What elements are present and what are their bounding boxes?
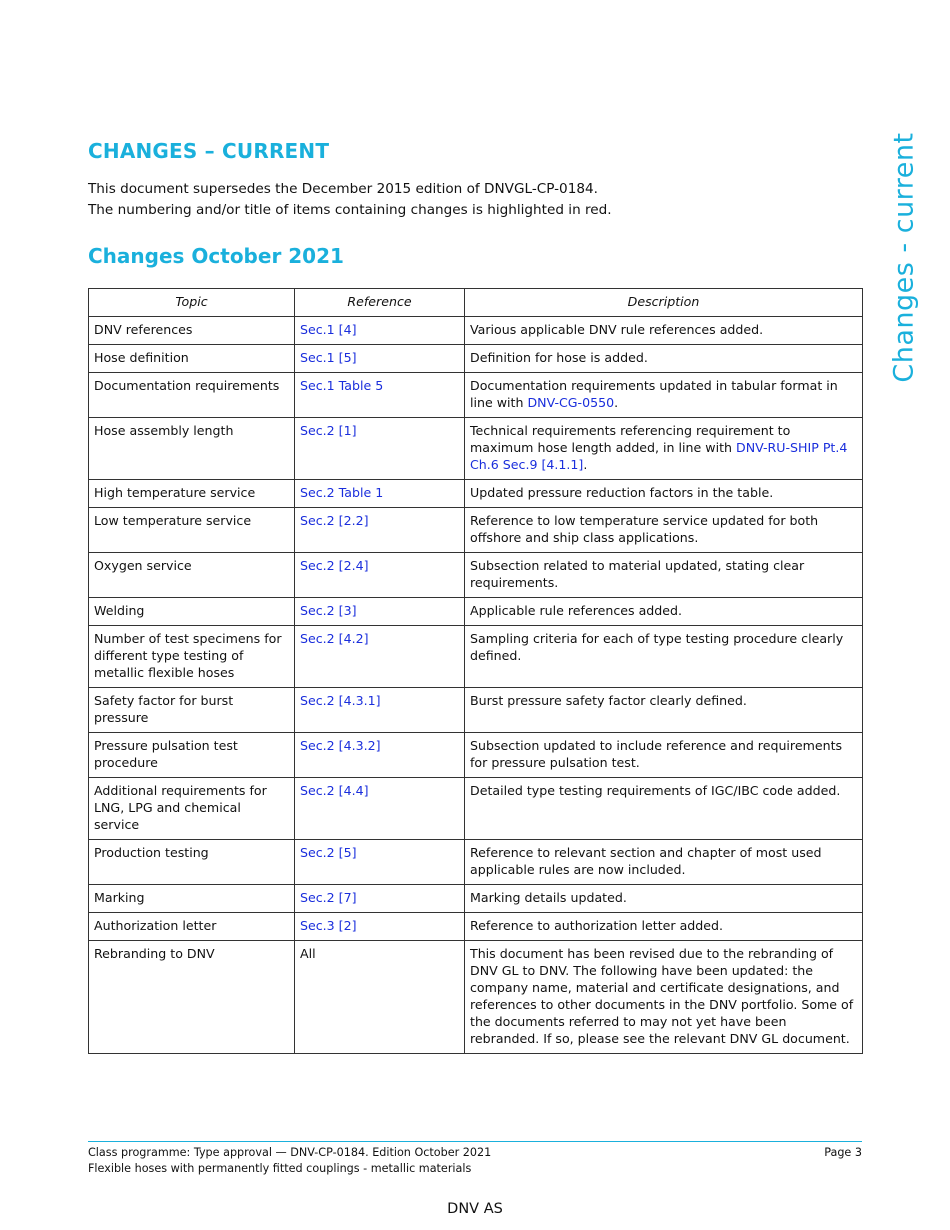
- topic-cell: High temperature service: [89, 480, 295, 508]
- reference-link[interactable]: Sec.2 [4.3.1]: [300, 693, 381, 708]
- topic-cell: Number of test specimens for different type testing of metallic flexible hoses: [89, 626, 295, 688]
- table-row: [89, 317, 863, 345]
- reference-cell: [295, 553, 465, 598]
- topic-cell: Pressure pulsation test procedure: [89, 733, 295, 778]
- changes-table: [88, 288, 863, 1054]
- description-text: Applicable rule references added.: [470, 603, 683, 618]
- reference-cell: [295, 778, 465, 840]
- topic-cell: Welding: [89, 598, 295, 626]
- reference-cell: [295, 941, 465, 1054]
- reference-link[interactable]: Sec.2 [2.2]: [300, 513, 369, 528]
- topic-cell: Hose definition: [89, 345, 295, 373]
- description-cell: [465, 598, 863, 626]
- reference-cell: [295, 480, 465, 508]
- reference-link[interactable]: Sec.2 [4.4]: [300, 783, 369, 798]
- reference-link[interactable]: Sec.2 [2.4]: [300, 558, 369, 573]
- reference-cell: [295, 345, 465, 373]
- topic-cell: Documentation requirements: [89, 373, 295, 418]
- topic-cell: Rebranding to DNV: [89, 941, 295, 1054]
- description-text: Burst pressure safety factor clearly defined.: [470, 693, 747, 708]
- description-link[interactable]: DNV-CG-0550: [527, 395, 615, 410]
- description-text: Sampling criteria for each of type testing procedure clearly defined.: [470, 631, 844, 663]
- reference-cell: [295, 733, 465, 778]
- reference-cell: [295, 688, 465, 733]
- table-row: [89, 373, 863, 418]
- topic-cell: Low temperature service: [89, 508, 295, 553]
- table-row: [89, 598, 863, 626]
- description-cell: [465, 373, 863, 418]
- reference-link[interactable]: Sec.2 [3]: [300, 603, 357, 618]
- description-text: Subsection related to material updated, stating clear requirements.: [470, 558, 805, 590]
- description-cell: [465, 778, 863, 840]
- reference-link[interactable]: Sec.3 [2]: [300, 918, 357, 933]
- page-title: CHANGES – CURRENT: [88, 139, 330, 163]
- description-cell: [465, 345, 863, 373]
- description-text: Reference to low temperature service updated for both offshore and ship class applications.: [470, 513, 819, 545]
- reference-cell: [295, 418, 465, 480]
- description-cell: [465, 626, 863, 688]
- reference-text: All: [300, 946, 316, 961]
- publisher-name: DNV AS: [447, 1201, 503, 1217]
- reference-cell: [295, 913, 465, 941]
- description-cell: [465, 317, 863, 345]
- table-body: [89, 317, 863, 1054]
- table-row: [89, 345, 863, 373]
- side-tab-label-text: Changes - current: [888, 131, 920, 383]
- topic-cell: Authorization letter: [89, 913, 295, 941]
- reference-cell: [295, 373, 465, 418]
- intro-line-2: The numbering and/or title of items containing changes is highlighted in red.: [88, 202, 612, 218]
- reference-cell: [295, 317, 465, 345]
- table-row: [89, 885, 863, 913]
- description-cell: [465, 418, 863, 480]
- topic-cell: Oxygen service: [89, 553, 295, 598]
- description-cell: [465, 885, 863, 913]
- table-row: [89, 508, 863, 553]
- table-row: [89, 840, 863, 885]
- description-text: Subsection updated to include reference and requirements for pressure pulsation test.: [470, 738, 843, 770]
- footer-divider: [88, 1141, 862, 1142]
- column-header-topic: Topic: [89, 289, 295, 317]
- description-text: Reference to relevant section and chapter of most used applicable rules are now included.: [470, 845, 822, 877]
- intro-line-1: This document supersedes the December 2015 edition of DNVGL-CP-0184.: [88, 181, 598, 197]
- description-text: Technical requirements referencing requirement to maximum hose length added, in line with: [470, 423, 791, 455]
- description-text: Various applicable DNV rule references added.: [470, 322, 764, 337]
- table-row: [89, 688, 863, 733]
- topic-cell: Hose assembly length: [89, 418, 295, 480]
- reference-cell: [295, 508, 465, 553]
- description-cell: [465, 840, 863, 885]
- description-text: Updated pressure reduction factors in the table.: [470, 485, 774, 500]
- description-cell: [465, 688, 863, 733]
- description-cell: [465, 941, 863, 1054]
- topic-cell: DNV references: [89, 317, 295, 345]
- reference-link[interactable]: Sec.2 [4.3.2]: [300, 738, 381, 753]
- description-cell: [465, 553, 863, 598]
- table-row: [89, 733, 863, 778]
- reference-cell: [295, 626, 465, 688]
- topic-cell: Production testing: [89, 840, 295, 885]
- table-row: [89, 626, 863, 688]
- column-header-description: Description: [465, 289, 863, 317]
- description-text: Definition for hose is added.: [470, 350, 648, 365]
- reference-link[interactable]: Sec.2 [1]: [300, 423, 357, 438]
- table-row: [89, 480, 863, 508]
- table-row: [89, 778, 863, 840]
- description-text-end: .: [583, 457, 588, 472]
- page-footer: [88, 1145, 862, 1177]
- reference-link[interactable]: Sec.2 [7]: [300, 890, 357, 905]
- table-row: [89, 913, 863, 941]
- description-text: This document has been revised due to the rebranding of DNV GL to DNV. The following have been updated: the company name, material and certificate designations, and references to other documents in the DNV portfolio. Some of the documents referred to may not yet have been rebranded. If so, please see the relevant DNV GL document.: [470, 946, 854, 1046]
- topic-cell: Marking: [89, 885, 295, 913]
- description-cell: [465, 733, 863, 778]
- table-row: [89, 418, 863, 480]
- table-header-row: [89, 289, 863, 317]
- description-text-end: .: [614, 395, 619, 410]
- reference-link[interactable]: Sec.1 Table 5: [300, 378, 384, 393]
- topic-cell: Safety factor for burst pressure: [89, 688, 295, 733]
- reference-link[interactable]: Sec.2 Table 1: [300, 485, 384, 500]
- description-link[interactable]: DNV-RU-SHIP Pt.4 Ch.6 Sec.9 [4.1.1]: [470, 440, 848, 472]
- reference-cell: [295, 598, 465, 626]
- reference-link[interactable]: Sec.1 [4]: [300, 322, 357, 337]
- description-cell: [465, 480, 863, 508]
- footer-document-title: Flexible hoses with permanently fitted couplings - metallic materials: [88, 1162, 472, 1175]
- description-cell: [465, 913, 863, 941]
- reference-link[interactable]: Sec.2 [4.2]: [300, 631, 369, 646]
- footer-page-number: Page 3: [824, 1146, 862, 1159]
- reference-link[interactable]: Sec.2 [5]: [300, 845, 357, 860]
- table-row: [89, 553, 863, 598]
- description-text: Marking details updated.: [470, 890, 627, 905]
- topic-cell: Additional requirements for LNG, LPG and chemical service: [89, 778, 295, 840]
- reference-cell: [295, 885, 465, 913]
- description-text: Detailed type testing requirements of IGC/IBC code added.: [470, 783, 841, 798]
- description-text: Reference to authorization letter added.: [470, 918, 724, 933]
- reference-link[interactable]: Sec.1 [5]: [300, 350, 357, 365]
- intro-text: [88, 179, 612, 221]
- reference-cell: [295, 840, 465, 885]
- footer-document-info: Class programme: Type approval — DNV-CP-0184. Edition October 2021: [88, 1146, 492, 1159]
- description-text: Documentation requirements updated in tabular format in line with: [470, 378, 838, 410]
- table-row: [89, 941, 863, 1054]
- side-tab-label: [884, 131, 924, 383]
- section-title: Changes October 2021: [88, 244, 344, 268]
- description-cell: [465, 508, 863, 553]
- column-header-reference: Reference: [295, 289, 465, 317]
